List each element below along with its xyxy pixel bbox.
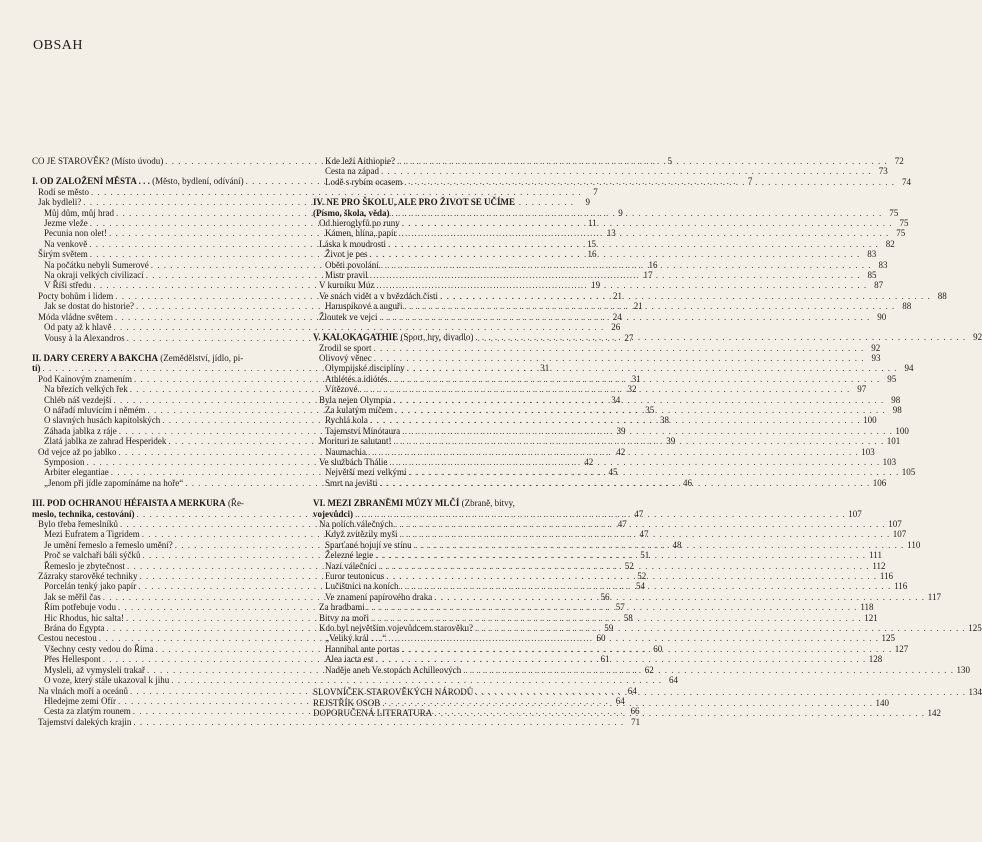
toc-page-number: 118	[860, 602, 874, 613]
toc-entry-title: Móda vládne světem	[38, 311, 113, 322]
toc-page-number: 94	[904, 363, 914, 374]
toc-page-number: 21	[613, 290, 622, 301]
toc-entry-title: Kdo byl největším vojevůdcem starověku?	[319, 623, 473, 634]
toc-page-number: 125	[881, 633, 895, 644]
toc-entry-title: O nářadí mluvícím i němém	[44, 404, 146, 415]
toc-entry-title: Byla nejen Olympia	[319, 394, 392, 405]
toc-entry-title: Od vejce až po jablko	[38, 446, 117, 457]
toc-leader-dots	[393, 395, 884, 405]
toc-leader-dots	[404, 301, 895, 311]
toc-entry-title: Zrodil se sport	[319, 342, 372, 353]
toc-leader-dots	[374, 353, 865, 363]
toc-entry[interactable]	[313, 156, 904, 166]
toc-chapter-heading[interactable]	[313, 197, 899, 218]
toc-entry-title: Vítězové	[325, 384, 358, 395]
toc-entry-title: Arbiter elegantiae	[44, 467, 109, 478]
toc-chapter-subtitle: (Zemědělství, jídlo, pi-	[157, 352, 244, 363]
toc-page-number: 88	[902, 301, 912, 312]
toc-entry-title: Olympijské disciplíny	[325, 363, 405, 374]
toc-page-number: 47	[639, 529, 649, 540]
toc-entry-title: Mezi Eufratem a Tigridem	[44, 529, 140, 540]
toc-entry-title: Alea iacta est	[325, 654, 374, 665]
toc-page-number: 100	[863, 415, 877, 426]
toc-leader-dots	[375, 654, 866, 664]
toc-entry-title: V kurníku Múz	[319, 280, 375, 291]
toc-entry-title: Brána do Egypta	[44, 623, 105, 634]
toc-page-number: 57	[615, 602, 625, 613]
toc-leader-dots	[400, 581, 891, 591]
toc-page-number: 72	[894, 156, 904, 166]
toc-entry-title: CO JE STAROVĚK? (Místo úvodu)	[32, 156, 164, 166]
toc-entry[interactable]	[313, 363, 914, 374]
toc-entry-title: Naumachia	[325, 446, 366, 457]
toc-page-number: 88	[937, 290, 947, 301]
toc-page-number: 17	[643, 270, 653, 281]
toc-entry-title: Na počátku nebyli Sumerové	[44, 259, 149, 270]
toc-page-number: 7	[593, 186, 598, 197]
toc-leader-dots	[392, 208, 883, 218]
toc-page-number: 83	[867, 249, 877, 260]
toc-chapter-subtitle: (Sport, hry, divadlo)	[398, 332, 474, 343]
toc-page-number: 35	[645, 404, 655, 415]
toc-page-number: 64	[668, 675, 678, 686]
toc-leader-dots	[434, 592, 925, 602]
toc-page-number: 103	[882, 456, 897, 467]
toc-entry-title: Smrt na jevišti	[325, 477, 378, 488]
toc-page-number: 66	[630, 706, 640, 717]
toc-page-number: 48	[672, 539, 682, 550]
toc-leader-dots	[395, 519, 886, 529]
toc-entry-title: „Jenom při jídle zapomínáme na hoře“	[44, 477, 184, 488]
toc-entry-title: Od hieroglyfů po runy	[319, 218, 400, 229]
toc-chapter-title: V. KALOKAGATHIE	[313, 332, 399, 343]
toc-page-number: 101	[886, 436, 901, 447]
toc-page-number: 75	[889, 207, 899, 218]
toc-page-number: 128	[868, 654, 883, 665]
toc-page-number: 9	[618, 207, 623, 218]
toc-page-number: 64	[627, 685, 637, 696]
toc-leader-dots	[440, 291, 931, 301]
toc-page-number: 58	[623, 612, 633, 623]
toc-entry-title: Na březích velkých řek	[44, 384, 128, 395]
toc-entry-title: Je umění řemeslo a řemeslo umění?	[44, 539, 173, 550]
toc-page-number: 75	[896, 228, 906, 239]
toc-page-number: 61	[600, 654, 610, 665]
toc-entry-title: Od paty až k hlavě	[44, 322, 112, 333]
toc-leader-dots	[434, 708, 925, 718]
toc-entry-title: REJSTŘÍK OSOB	[313, 697, 381, 708]
toc-page-number: 140	[875, 697, 890, 708]
toc-entry-title: Za kulatým míčem	[325, 404, 393, 415]
toc-entry-title: Jak se měřil čas	[44, 591, 101, 602]
toc-entry-title: Furor teutonicus	[325, 571, 385, 582]
toc-page-number: 7	[747, 176, 753, 187]
toc-leader-dots	[414, 540, 905, 550]
toc-entry-title: Oběti povolání	[325, 259, 379, 270]
toc-entry-title: Proč se valchaři báli sýčků	[44, 550, 141, 561]
toc-entry[interactable]	[313, 176, 911, 187]
toc-page-number: 100	[895, 425, 909, 436]
toc-page-number: 111	[869, 550, 882, 561]
toc-entry-title: Jak bydleli?	[38, 197, 82, 208]
toc-page-number: 59	[604, 623, 614, 634]
toc-entry-title: Rodí se město	[38, 186, 89, 197]
toc-leader-dots	[368, 447, 859, 457]
toc-entry-title: SLOVNÍČEK STAROVĚKÝCH NÁRODŮ	[313, 687, 474, 698]
toc-page-number: 106	[872, 477, 887, 488]
toc-entry-title: Jak se dostat do historie?	[44, 301, 134, 312]
toc-entry-title: Tajemství Mínótaura	[325, 425, 401, 436]
toc-page-number: 60	[596, 633, 606, 644]
toc-page-number: 116	[894, 581, 908, 592]
toc-page-number: 75	[899, 218, 909, 229]
toc-entry[interactable]	[32, 675, 678, 686]
toc-entry-title: Jezme vleže	[44, 218, 88, 229]
toc-page-number: 134	[968, 687, 982, 698]
toc-leader-dots	[355, 509, 846, 519]
toc-entry-title: Hannibal ante portas	[325, 643, 400, 654]
toc-entry[interactable]	[313, 352, 881, 363]
toc-page-number: 74	[901, 176, 911, 187]
toc-entry-title: Život je pes	[325, 249, 368, 260]
toc-entry-title: Cesta za zlatým rounem	[44, 706, 131, 717]
toc-entry-title: V Říši středu	[44, 280, 92, 291]
toc-entry-title: Hic Rhodus, hic salta!	[44, 612, 124, 623]
toc-entry-title: Haruspikové a auguři	[325, 301, 403, 312]
toc-entry-title: Záhada jablka z ráje	[44, 425, 117, 436]
toc-page-number: 47	[617, 519, 627, 529]
toc-page-number: 52	[624, 560, 634, 571]
toc-entry-title: DOPORUČENÁ LITERATURA	[313, 707, 433, 718]
toc-page-number: 112	[872, 560, 886, 571]
toc-chapter-heading-line	[313, 197, 571, 207]
toc-page-number: 26	[611, 322, 621, 333]
toc-leader-dots	[395, 405, 886, 415]
toc-page-number: 24	[612, 311, 622, 322]
toc-leader-dots	[370, 415, 861, 425]
toc-page-number: 117	[927, 591, 941, 602]
toc-page-number: 107	[888, 519, 902, 529]
toc-page-number: 105	[901, 467, 916, 478]
toc-entry-title: Železné legie	[325, 550, 374, 561]
toc-entry-title: Nazí válečníci	[325, 560, 377, 571]
toc-page-number: 95	[887, 373, 897, 384]
toc-entry-title: Pecunia non olet!	[44, 228, 107, 239]
toc-page-number: 56	[600, 591, 610, 602]
toc-page-number: 98	[892, 404, 902, 415]
toc-page-number: 11	[587, 218, 597, 229]
toc-entry-title: Ve službách Thálie	[319, 456, 388, 467]
toc-page-number: 107	[892, 529, 907, 540]
toc-entry-title: Olivový věnec	[319, 352, 372, 363]
toc-leader-dots	[388, 633, 879, 643]
toc-entry-title: Největší mezi velkými	[325, 467, 407, 478]
toc-page-number: 42	[584, 456, 594, 467]
toc-leader-dots	[379, 561, 870, 571]
toc-page-number: 39	[666, 436, 676, 447]
toc-page-number: 92	[973, 332, 982, 343]
toc-entry[interactable]	[32, 186, 598, 197]
toc-chapter-subtitle-cont: meslo, technika, cestování)	[32, 508, 135, 519]
toc-chapter-heading-cont	[313, 207, 899, 218]
toc-page-number: 64	[615, 695, 625, 706]
toc-page-number: 52	[637, 571, 647, 582]
toc-leader-dots	[404, 177, 895, 187]
toc-entry-title: Naděje aneb Ve stopách Achilleových	[325, 664, 462, 675]
toc-page-number: 34	[611, 394, 621, 405]
toc-entry-title: Symposion	[44, 456, 85, 467]
toc-page-number: 31	[631, 373, 641, 384]
toc-leader-dots	[371, 613, 862, 623]
toc-chapter-subtitle-cont: (Písmo, škola, věda)	[313, 207, 390, 218]
toc-page-number: 13	[606, 228, 616, 239]
toc-leader-dots	[370, 249, 861, 259]
toc-leader-dots	[375, 550, 866, 560]
toc-entry-title: Cesta na západ	[325, 166, 379, 177]
toc-entry-title: Zlatá jablka ze zahrad Hesperidek	[44, 436, 167, 447]
toc-chapter-title: IV. NE PRO ŠKOLU, ALE PRO ŽIVOT SE UČÍME	[313, 197, 516, 208]
toc-page-number: 142	[927, 707, 941, 718]
page-title: OBSAH	[33, 38, 83, 53]
toc-page-number: 16	[648, 259, 658, 270]
toc-chapter-title: II. DARY CERERY A BAKCHA	[32, 352, 158, 363]
toc-leader-dots	[390, 374, 881, 384]
toc-entry[interactable]	[32, 322, 621, 333]
toc-chapter-title: I. OD ZALOŽENÍ MĚSTA . . .	[32, 176, 150, 187]
toc-leader-dots	[399, 529, 890, 539]
toc-entry-title: Na okraji velkých civilizací	[44, 270, 144, 281]
toc-page-number: 92	[871, 342, 881, 353]
toc-leader-dots	[370, 270, 861, 280]
toc-page-number: 54	[635, 581, 645, 592]
toc-entry-title: Porcelán tenký jako papír	[44, 581, 137, 592]
toc-page-number: 27	[624, 332, 634, 343]
toc-entry-title: Athlétés a idiótés	[325, 373, 388, 384]
toc-chapter-title: VI. MEZI ZBRANĚMI MÚZY MLČÍ	[313, 498, 460, 509]
toc-entry-title: Hledejme zemi Ofír	[44, 695, 116, 706]
toc-entry[interactable]	[32, 716, 641, 727]
toc-entry-title: Cestou necestou	[38, 633, 97, 644]
toc-leader-dots	[393, 436, 884, 446]
toc-page-number: 127	[894, 643, 909, 654]
toc-leader-dots	[398, 228, 889, 238]
toc-entry-title: Můj dům, můj hrad	[44, 207, 114, 218]
toc-entry-title: Chléb náš vezdejší	[44, 394, 112, 405]
toc-entry-title: Lodě s rybím ocasem	[325, 176, 403, 187]
toc-entry-title: Bylo třeba řemeslníků	[38, 519, 118, 529]
toc-entry-title: Na vlnách moří a oceánů	[38, 685, 128, 696]
toc-entry-title: „Veliký král . . .“	[325, 633, 387, 644]
toc-page-number: 31	[540, 363, 550, 374]
toc-leader-dots	[408, 467, 899, 477]
toc-page-number: 97	[857, 384, 867, 395]
toc-leader-dots	[381, 260, 872, 270]
toc-entry-title: Sparťané bojují ve stínu	[325, 539, 412, 550]
toc-leader-dots	[389, 457, 880, 467]
toc-page-number: 51	[640, 550, 650, 561]
toc-entry-title: Rychlá kola	[325, 415, 368, 426]
toc-leader-dots	[475, 623, 966, 633]
toc-chapter-title: III. POD OCHRANOU HÉFAISTA A MERKURA	[32, 498, 226, 509]
toc-entry-title: Pocty bohům i lidem	[38, 290, 114, 301]
toc-chapter-subtitle-cont: vojevůdci)	[313, 508, 353, 519]
toc-leader-dots	[475, 687, 966, 697]
toc-entry-title: Kde leží Aithiopie?	[325, 156, 395, 166]
toc-page-number: 110	[907, 539, 921, 550]
toc-entry-title: Když zvítězily myši	[325, 529, 398, 540]
toc-entry-title: Ve snách vidět a v hvězdách čísti	[319, 290, 438, 301]
toc-page-number: 125	[968, 623, 982, 634]
toc-leader-dots	[463, 665, 954, 675]
toc-page-number: 90	[877, 311, 887, 322]
toc-page-number: 116	[879, 571, 893, 582]
toc-entry-title: Mysleli, až vymysleli trakař	[44, 664, 145, 675]
toc-entry-title: Přes Hellespont	[44, 654, 101, 665]
toc-page-number: 103	[861, 446, 875, 457]
toc-page-number: 39	[616, 425, 626, 436]
toc-leader-dots	[379, 312, 870, 322]
toc-page-number: 47	[634, 508, 644, 519]
toc-entry-title: Za hradbami	[319, 602, 365, 613]
toc-entry-title: Všechny cesty vedou do Říma	[44, 643, 154, 654]
toc-entry-title: Řím potřebuje vodu	[44, 602, 116, 613]
toc-chapter-heading-line	[32, 498, 287, 508]
toc-entry-title: Tajemství dalekých krajin	[38, 716, 132, 727]
toc-page-number: 98	[891, 394, 901, 405]
toc-page-number: 71	[631, 716, 641, 727]
toc-page-number: 121	[864, 612, 878, 623]
toc-entry-title: O slavných husách kapitolských	[44, 415, 161, 426]
toc-page-number: 21	[633, 301, 643, 312]
toc-chapter-subtitle: (Město, bydlení, odívání)	[149, 176, 244, 187]
toc-leader-dots	[376, 280, 867, 290]
toc-chapter-subtitle: (Ře-	[225, 498, 244, 509]
toc-page-number: 83	[878, 259, 888, 270]
toc-chapter-subtitle: (Zbraně, bitvy,	[459, 498, 515, 509]
toc-leader-dots	[407, 363, 898, 373]
toc-entry-title: Zázraky starověké techniky	[38, 571, 138, 582]
toc-entry-title: Žloutek ve vejci	[319, 311, 378, 322]
toc-chapter-heading-line	[32, 353, 287, 363]
toc-page-number: 73	[878, 166, 888, 177]
toc-page-number: 15	[586, 238, 596, 249]
toc-entry-title: Ve znamení papírového draka	[325, 591, 433, 602]
toc-chapter-heading-line	[313, 498, 571, 508]
toc-entry-title: Bitvy na moři	[319, 612, 369, 623]
toc-page-number: 5	[667, 156, 673, 166]
toc-leader-dots	[401, 644, 892, 654]
toc-page-number: 60	[653, 643, 663, 654]
toc-leader-dots	[367, 602, 858, 612]
toc-page-number: 32	[627, 384, 637, 395]
toc-entry-title: Kámen, hlína, papír	[325, 228, 397, 239]
toc-page-number: 87	[874, 280, 884, 291]
toc-page-number: 45	[608, 467, 618, 478]
toc-leader-dots	[397, 156, 888, 166]
toc-leader-dots	[475, 332, 966, 342]
toc-entry-title: Řemeslo je zbytečnost	[44, 560, 125, 571]
toc-page-number: 107	[848, 508, 862, 519]
toc-entry-title	[313, 332, 473, 342]
toc-page-number: 38	[659, 415, 669, 426]
toc-page-number: 46	[682, 477, 692, 488]
toc-leader-dots	[381, 166, 872, 176]
toc-chapter-subtitle-cont: tí)	[32, 363, 41, 374]
toc-entry-title: Vousy à la Alexandros	[44, 332, 125, 343]
toc-entry-title: Láska k moudrosti	[319, 238, 386, 249]
toc-entry-title	[32, 176, 244, 186]
toc-leader-dots	[380, 478, 871, 488]
toc-entry[interactable]	[313, 166, 888, 177]
toc-page-number: 85	[867, 270, 877, 281]
toc-page-number: 62	[644, 664, 654, 675]
toc-leader-dots	[359, 384, 850, 394]
toc-leader-dots	[374, 343, 865, 353]
toc-entry-title: Lučištníci na koních	[325, 581, 399, 592]
toc-leader-dots	[402, 426, 893, 436]
toc-entry-title: Širým světem	[38, 249, 88, 260]
toc-entry-title: Mistr pravil	[325, 270, 368, 281]
toc-entry-title: Pod Kainovým znamením	[38, 373, 132, 384]
toc-entry-title: Na polích válečných	[319, 519, 393, 529]
toc-leader-dots	[402, 218, 893, 228]
toc-page-number: 93	[871, 352, 881, 363]
toc-entry-title: Morituri te salutant!	[319, 436, 392, 447]
toc-page-number: 42	[616, 446, 626, 457]
toc-page-number: 130	[956, 664, 971, 675]
toc-page-number: 16	[587, 249, 597, 260]
toc-entry-title: Na venkově	[44, 238, 88, 249]
toc-page-number: 9	[585, 197, 590, 208]
toc-leader-dots	[382, 695, 873, 708]
toc-leader-dots	[386, 571, 877, 581]
toc-leader-dots	[388, 239, 879, 249]
toc-page-number: 19	[591, 280, 601, 291]
toc-entry-title: O voze, který stále ukazoval k jihu	[44, 675, 170, 686]
toc-page-number: 82	[885, 238, 895, 249]
toc-entry[interactable]	[313, 342, 881, 353]
